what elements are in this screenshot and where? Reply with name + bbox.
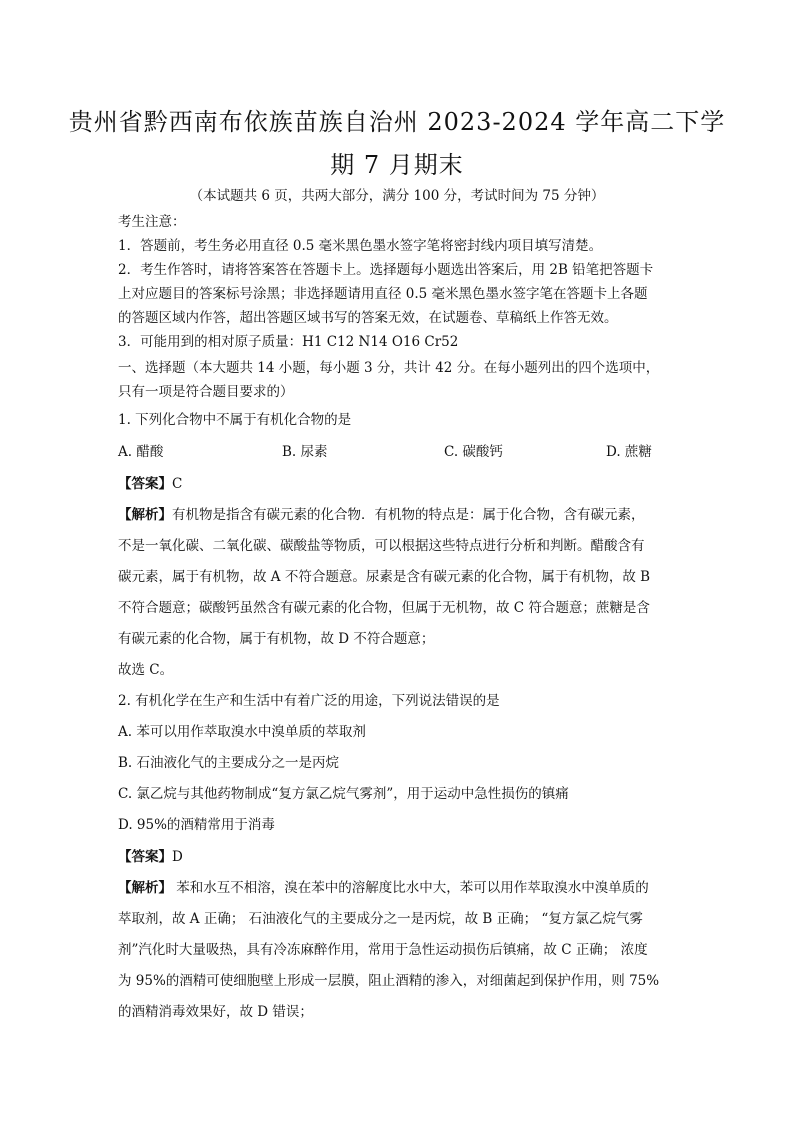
q2-stem: 2. 有机化学在生产和生活中有着广泛的用途，下列说法错误的是	[118, 693, 500, 709]
q1-analysis-line4: 不符合题意；碳酸钙虽然含有碳元素的化合物，但属于无机物，故 C 符合题意；蔗糖是含	[118, 600, 650, 616]
document-title-line2: 期 7 月期末	[330, 151, 464, 179]
q1-analysis-line5: 有碳元素的化合物，属于有机物，故 D 不符合题意；	[118, 631, 435, 647]
q1-answer	[118, 472, 678, 492]
q2-option-c: C. 氯乙烷与其他药物制成“复方氯乙烷气雾剂”，用于运动中急性损伤的镇痛	[118, 786, 569, 802]
notice-item-2-line3: 的答题区域内作答，超出答题区域书写的答案无效，在试题卷、草稿纸上作答无效。	[118, 310, 618, 326]
q1-option-d: D. 蔗糖	[606, 444, 652, 460]
answer-value: C	[172, 476, 183, 492]
document-title-line1: 贵州省黔西南布依族苗族自治州 2023-2024 学年高二下学	[68, 108, 726, 136]
notice-item-3: 3．可能用到的相对原子质量：H1 C12 N14 O16 Cr52	[118, 334, 459, 350]
q1-option-b: B. 尿素	[282, 444, 328, 460]
notice-heading: 考生注意：	[118, 214, 186, 230]
q1-analysis-line2: 不是一氧化碳、二氧化碳、碳酸盐等物质，可以根据这些特点进行分析和判断。醋酸含有	[118, 538, 645, 554]
notice-item-2-line2: 上对应题目的答案标号涂黑；非选择题请用直径 0.5 毫米黑色墨水签字笔在答题卡上各题	[118, 286, 648, 302]
q2-analysis-line5: 的酒精消毒效果好，故 D 错误；	[118, 1004, 313, 1020]
analysis-text: 有机物是指含有碳元素的化合物．有机物的特点是：属于化合物，含有碳元素，	[172, 507, 645, 523]
q2-option-d: D. 95%的酒精常用于消毒	[118, 817, 275, 833]
q1-option-c: C. 碳酸钙	[444, 444, 503, 460]
notice-item-2-line1: 2．考生作答时，请将答案答在答题卡上。选择题每小题选出答案后，用 2B 铅笔把答题卡	[118, 262, 654, 278]
analysis-label: 【解析】	[118, 507, 172, 523]
q2-analysis-line1	[118, 876, 678, 896]
q2-answer	[118, 845, 678, 865]
q1-analysis-line1	[118, 503, 678, 523]
q1-conclusion: 故选 C。	[118, 662, 174, 678]
analysis-text: 苯和水互不相溶，溴在苯中的溶解度比水中大，苯可以用作萃取溴水中溴单质的	[172, 880, 649, 896]
answer-label: 【答案】	[118, 849, 172, 865]
q2-option-a: A. 苯可以用作萃取溴水中溴单质的萃取剂	[118, 724, 366, 740]
analysis-label: 【解析】	[118, 880, 172, 896]
notice-item-1: 1．答题前，考生务必用直径 0.5 毫米黑色墨水签字笔将密封线内项目填写清楚。	[118, 238, 603, 254]
q2-analysis-line4: 为 95%的酒精可使细胞壁上形成一层膜，阻止酒精的渗入，对细菌起到保护作用，则 75%	[118, 973, 660, 989]
q2-option-b: B. 石油液化气的主要成分之一是丙烷	[118, 755, 340, 771]
q2-analysis-line2: 萃取剂，故 A 正确； 石油液化气的主要成分之一是丙烷，故 B 正确； “复方氯乙烷气雾	[118, 911, 643, 927]
answer-value: D	[172, 849, 183, 865]
answer-label: 【答案】	[118, 476, 172, 492]
q1-stem: 1. 下列化合物中不属于有机化合物的是	[118, 412, 352, 428]
q1-analysis-line3: 碳元素，属于有机物，故 A 不符合题意。尿素是含有碳元素的化合物，属于有机物，故 B	[118, 569, 651, 585]
q1-option-a: A. 醋酸	[118, 444, 164, 460]
section-heading-line2: 只有一项是符合题目要求的）	[118, 384, 294, 400]
q2-analysis-line3: 剂”汽化时大量吸热，具有冷冻麻醉作用，常用于急性运动损伤后镇痛，故 C 正确； 浓度	[118, 942, 648, 958]
exam-info: （本试题共 6 页，共两大部分，满分 100 分，考试时间为 75 分钟）	[189, 188, 605, 204]
section-heading-line1: 一、选择题（本大题共 14 小题，每小题 3 分，共计 42 分。在每小题列出的四个选项中，	[118, 360, 660, 376]
